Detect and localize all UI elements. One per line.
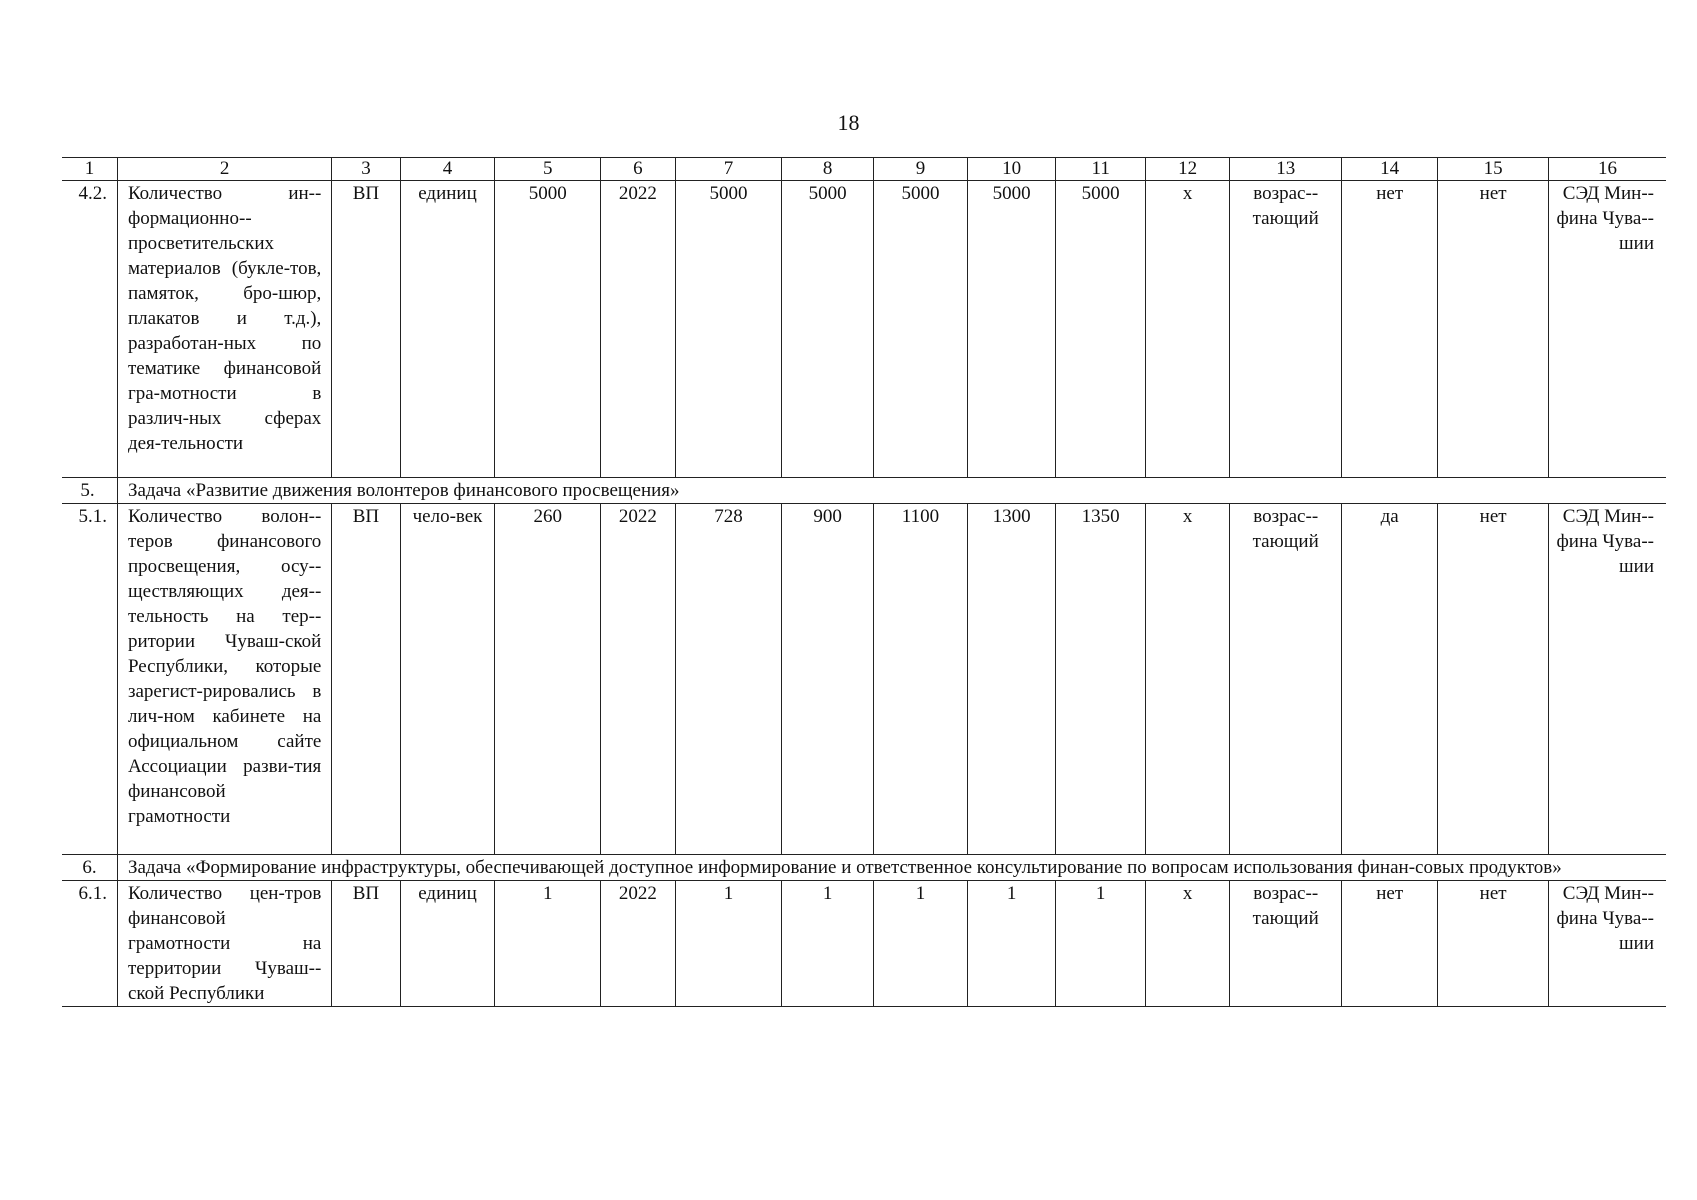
source-cell: СЭД Мин-фина Чува-шии xyxy=(1549,181,1666,478)
flag-cell: нет xyxy=(1438,181,1549,478)
header-cell: 14 xyxy=(1342,158,1438,181)
header-cell: 12 xyxy=(1145,158,1229,181)
trend-cell: возрас-тающий xyxy=(1230,181,1342,478)
unit: единиц xyxy=(400,181,495,478)
indicator-name: Количество цен-тров финансовой грамотности на территории Чуваш-ской Республики xyxy=(117,881,331,1007)
value-cell: 5000 xyxy=(782,181,874,478)
base-value: 5000 xyxy=(495,181,601,478)
flag-cell: нет xyxy=(1438,881,1549,1007)
value-cell: 5000 xyxy=(675,181,782,478)
base-year: 2022 xyxy=(601,181,676,478)
header-cell: 9 xyxy=(874,158,968,181)
header-cell: 2 xyxy=(117,158,331,181)
unit: чело-век xyxy=(400,504,495,855)
value-cell: 1 xyxy=(874,881,968,1007)
indicator-name: Количество ин-формационно-просветительских материалов (букле-тов, памяток, бро-шюр, плакатов и т.д.), разработан-ных по тематике финансовой гра-мотности в различ-ных сферах дея-тельности xyxy=(117,181,331,478)
task-text: Задача «Развитие движения волонтеров финансового просвещения» xyxy=(117,478,1666,504)
header-cell: 7 xyxy=(675,158,782,181)
task-text: Задача «Формирование инфраструктуры, обеспечивающей доступное информирование и ответственное консультирование по вопросам использования финан-совых продуктов» xyxy=(117,855,1666,881)
indicator-type: ВП xyxy=(332,504,400,855)
base-value: 1 xyxy=(495,881,601,1007)
value-cell: 1 xyxy=(1056,881,1146,1007)
header-cell: 1 xyxy=(62,158,117,181)
source-cell: СЭД Мин-фина Чува-шии xyxy=(1549,504,1666,855)
trend-cell: возрас-тающий xyxy=(1230,504,1342,855)
value-cell: 1 xyxy=(782,881,874,1007)
indicator-type: ВП xyxy=(332,881,400,1007)
value-cell: 1 xyxy=(967,881,1056,1007)
value-cell: 1100 xyxy=(874,504,968,855)
value-cell: 900 xyxy=(782,504,874,855)
task-number: 6. xyxy=(62,855,117,881)
table-row xyxy=(62,181,1666,478)
header-cell: 13 xyxy=(1230,158,1342,181)
header-cell: 6 xyxy=(601,158,676,181)
indicators-table xyxy=(62,157,1666,1007)
header-cell: 11 xyxy=(1056,158,1146,181)
indicator-name: Количество волон-теров финансового просвещения, осу-ществляющих дея-тельность на тер-ритории Чуваш-ской Республики, которые зарегист-рировались в лич-ном кабинете на официальном сайте Ассоциации разви-тия финансовой грамотности xyxy=(117,504,331,855)
task-number: 5. xyxy=(62,478,117,504)
row-number: 6.1. xyxy=(62,881,117,1007)
table-row xyxy=(62,504,1666,855)
source-cell: СЭД Мин-фина Чува-шии xyxy=(1549,881,1666,1007)
value-cell: 1 xyxy=(675,881,782,1007)
base-year: 2022 xyxy=(601,881,676,1007)
value-cell: 5000 xyxy=(967,181,1056,478)
value-cell: х xyxy=(1145,504,1229,855)
page-number: 18 xyxy=(837,110,860,135)
header-cell: 5 xyxy=(495,158,601,181)
flag-cell: да xyxy=(1342,504,1438,855)
header-cell: 3 xyxy=(332,158,400,181)
table-row xyxy=(62,881,1666,1007)
header-cell: 15 xyxy=(1438,158,1549,181)
value-cell: х xyxy=(1145,181,1229,478)
header-cell: 4 xyxy=(400,158,495,181)
flag-cell: нет xyxy=(1342,181,1438,478)
header-cell: 16 xyxy=(1549,158,1666,181)
value-cell: 1350 xyxy=(1056,504,1146,855)
header-cell: 10 xyxy=(967,158,1056,181)
row-number: 4.2. xyxy=(62,181,117,478)
header-cell: 8 xyxy=(782,158,874,181)
base-value: 260 xyxy=(495,504,601,855)
value-cell: 5000 xyxy=(874,181,968,478)
value-cell: 5000 xyxy=(1056,181,1146,478)
base-year: 2022 xyxy=(601,504,676,855)
task-row xyxy=(62,855,1666,881)
trend-cell: возрас-тающий xyxy=(1230,881,1342,1007)
flag-cell: нет xyxy=(1342,881,1438,1007)
value-cell: 728 xyxy=(675,504,782,855)
value-cell: х xyxy=(1145,881,1229,1007)
indicator-type: ВП xyxy=(332,181,400,478)
unit: единиц xyxy=(400,881,495,1007)
flag-cell: нет xyxy=(1438,504,1549,855)
value-cell: 1300 xyxy=(967,504,1056,855)
row-number: 5.1. xyxy=(62,504,117,855)
header-row xyxy=(62,158,1666,181)
task-row xyxy=(62,478,1666,504)
